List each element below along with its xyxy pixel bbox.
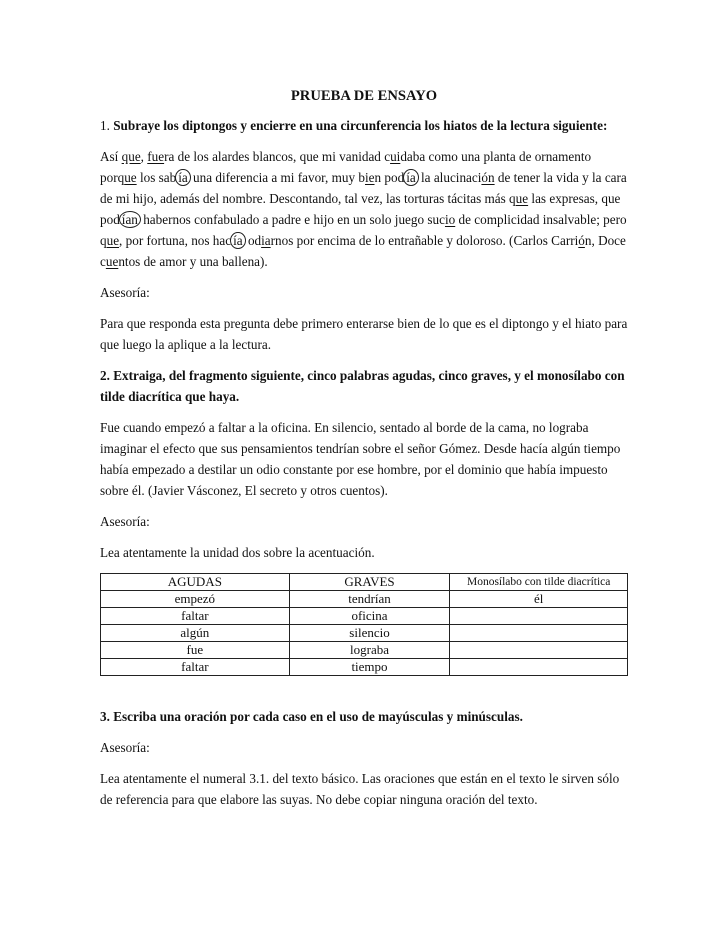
underlined-diphthong: ia — [261, 233, 271, 248]
passage-text: una diferencia a mi favor, muy b — [189, 170, 365, 185]
table-cell: fue — [101, 642, 290, 659]
table-cell: tendrían — [289, 591, 450, 608]
passage-2: Fue cuando empezó a faltar a la oficina. En silencio, sentado al borde de la cama, no lograba imaginar el efecto que sus pensamientos tendrían sobre el señor Gómez. Desde hacía algún tiempo había empezado a destilar un odio constante por ese hombre, por el dominio que había impuesto sobre él. (Javier Vásconez, El secreto y otros cuentos). — [100, 420, 621, 498]
classification-table — [100, 573, 628, 676]
asesoria-1-text: Para que responda esta pregunta debe primero enterarse bien de lo que es el diptongo y el hiato para que luego la aplique a la lectura. — [100, 316, 628, 352]
table-cell — [450, 659, 628, 676]
table-cell — [450, 608, 628, 625]
passage-text: ra de los alardes blancos, que mi vanidad c — [164, 149, 391, 164]
document-title: PRUEBA DE ENSAYO — [290, 88, 438, 104]
passage-1 — [100, 146, 628, 272]
underlined-diphthong: ue — [515, 191, 529, 206]
table-row — [101, 608, 628, 625]
passage-text: habernos confabulado a padre e hijo en un solo juego suc — [139, 212, 445, 227]
header-graves: GRAVES — [289, 574, 450, 591]
asesoria-2-text: Lea atentamente la unidad dos sobre la acentuación. — [100, 545, 375, 560]
header-monosilabo: Monosílabo con tilde diacrítica — [450, 574, 628, 591]
circled-hiatus: ía — [175, 169, 191, 186]
passage-text: rnos por encima de lo entrañable y doloroso. (Carlos Carri — [270, 233, 579, 248]
asesoria-2-label: Asesoría: — [100, 514, 150, 529]
passage-text: n, Doce c — [100, 233, 626, 269]
passage-text: las expresas, que pod — [100, 191, 621, 227]
table-row — [101, 625, 628, 642]
table-cell: empezó — [101, 591, 290, 608]
underlined-diphthong: ón — [481, 170, 495, 185]
passage-text: la alucinaci — [417, 170, 482, 185]
underlined-diphthong: ie — [364, 170, 375, 185]
document-page — [100, 86, 628, 820]
question-1-number: 1. — [100, 118, 110, 133]
table-cell: faltar — [101, 608, 290, 625]
circled-hiatus: ían — [119, 211, 141, 228]
passage-text: de complicidad insalvable; pero q — [100, 212, 627, 248]
passage-text: de tener la vida y la cara de mi hijo, además del nombre. Descontando, tal vez, las torturas tácitas más q — [100, 170, 627, 206]
asesoria-3-text: Lea atentamente el numeral 3.1. del texto básico. Las oraciones que están en el texto le sirven sólo de referencia para que elabore las suyas. No debe copiar ninguna oración del texto. — [100, 771, 620, 807]
table-row — [101, 659, 628, 676]
question-1 — [100, 115, 628, 136]
question-2: 2. Extraiga, del fragmento siguiente, cinco palabras agudas, cinco graves, y el monosílabo con tilde diacrítica que haya. — [100, 368, 625, 404]
table-cell: tiempo — [289, 659, 450, 676]
underlined-diphthong: io — [444, 212, 456, 227]
table-cell: silencio — [289, 625, 450, 642]
underlined-diphthong: fue — [147, 149, 165, 164]
underlined-diphthong: ue — [124, 170, 137, 185]
underlined-diphthong: ó — [578, 233, 585, 248]
underlined-diphthong: ui — [390, 149, 401, 164]
table-row — [101, 591, 628, 608]
table-cell: lograba — [289, 642, 450, 659]
asesoria-3-label: Asesoría: — [100, 740, 150, 755]
table-header-row — [101, 574, 628, 591]
passage-text: ntos de amor y una ballena). — [118, 254, 268, 269]
circled-hiatus: ía — [403, 169, 419, 186]
passage-text: n pod — [374, 170, 405, 185]
underlined-diphthong: ue — [106, 233, 120, 248]
question-1-text: Subraye los diptongos y encierre en una circunferencia los hiatos de la lectura siguiente: — [113, 118, 608, 133]
table-cell: faltar — [101, 659, 290, 676]
table-cell: él — [450, 591, 628, 608]
table-cell — [450, 625, 628, 642]
header-agudas: AGUDAS — [101, 574, 290, 591]
circled-hiatus: ía — [230, 232, 246, 249]
passage-text: , — [140, 149, 148, 164]
passage-text: Así — [100, 149, 122, 164]
passage-text: daba como una planta de ornamento porq — [100, 149, 592, 185]
table-cell: algún — [101, 625, 290, 642]
table-cell: oficina — [289, 608, 450, 625]
asesoria-1-label: Asesoría: — [100, 285, 150, 300]
question-3: 3. Escriba una oración por cada caso en el uso de mayúsculas y minúsculas. — [100, 709, 523, 724]
passage-text: , por fortuna, nos hac — [119, 233, 232, 248]
table-row — [101, 642, 628, 659]
underlined-diphthong: que — [121, 149, 141, 164]
passage-text: od — [244, 233, 262, 248]
table-cell — [450, 642, 628, 659]
passage-text: los sab — [136, 170, 177, 185]
underlined-diphthong: ue — [105, 254, 119, 269]
